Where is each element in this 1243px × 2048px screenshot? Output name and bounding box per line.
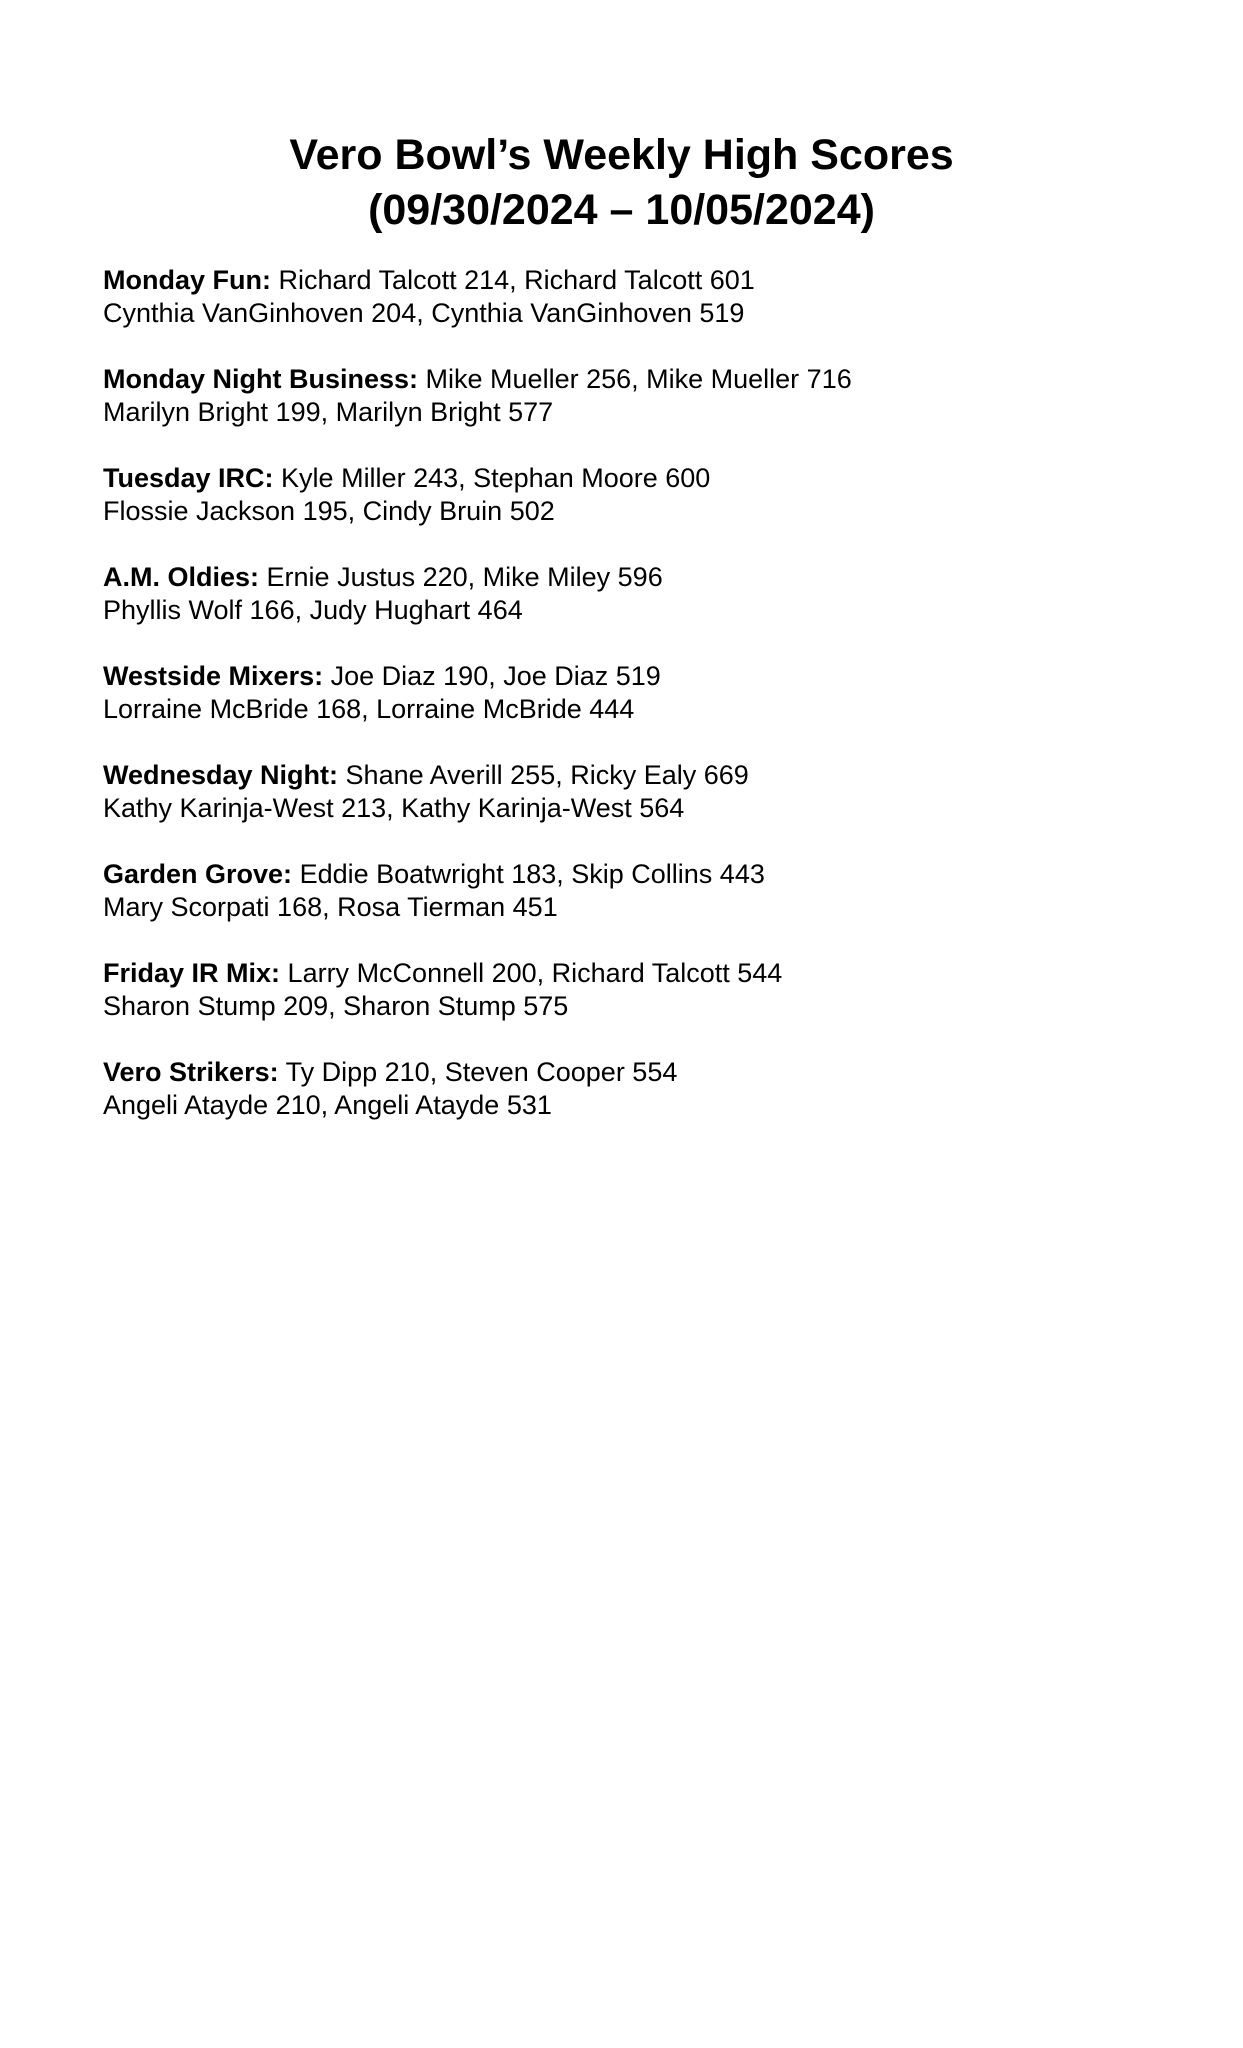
league-entry: [103, 561, 1203, 627]
league-name: Westside Mixers:: [103, 661, 324, 691]
league-name: Monday Fun:: [103, 265, 271, 295]
league-list: [103, 264, 1203, 1155]
league-entry: [103, 858, 1203, 924]
league-entry: [103, 462, 1203, 528]
league-entry: [103, 957, 1203, 1023]
league-name: Vero Strikers:: [103, 1057, 279, 1087]
league-top-scores: Ty Dipp 210, Steven Cooper 554: [285, 1057, 678, 1087]
league-first-line: [103, 660, 1203, 693]
league-second-line: Angeli Atayde 210, Angeli Atayde 531: [103, 1090, 552, 1120]
league-second-line: Sharon Stump 209, Sharon Stump 575: [103, 991, 569, 1021]
league-name: A.M. Oldies:: [103, 562, 260, 592]
league-entry: [103, 363, 1203, 429]
league-second-line: Cynthia VanGinhoven 204, Cynthia VanGinhoven 519: [103, 298, 745, 328]
league-second-line: Marilyn Bright 199, Marilyn Bright 577: [103, 397, 554, 427]
league-second-line: Lorraine McBride 168, Lorraine McBride 444: [103, 694, 635, 724]
league-name: Garden Grove:: [103, 859, 293, 889]
league-name: Wednesday Night:: [103, 760, 339, 790]
league-name: Monday Night Business:: [103, 364, 419, 394]
league-first-line: [103, 561, 1203, 594]
league-top-scores: Kyle Miller 243, Stephan Moore 600: [281, 463, 711, 493]
league-top-scores: Eddie Boatwright 183, Skip Collins 443: [299, 859, 765, 889]
league-first-line: [103, 363, 1203, 396]
league-top-scores: Shane Averill 255, Ricky Ealy 669: [345, 760, 749, 790]
league-name: Friday IR Mix:: [103, 958, 281, 988]
title-line-1: Vero Bowl’s Weekly High Scores: [289, 131, 954, 179]
league-top-scores: Larry McConnell 200, Richard Talcott 544: [287, 958, 783, 988]
title-line-2-date-range: (09/30/2024 – 10/05/2024): [368, 186, 875, 234]
league-second-line: Flossie Jackson 195, Cindy Bruin 502: [103, 496, 555, 526]
league-first-line: [103, 858, 1203, 891]
league-top-scores: Ernie Justus 220, Mike Miley 596: [266, 562, 663, 592]
league-top-scores: Richard Talcott 214, Richard Talcott 601: [278, 265, 755, 295]
league-entry: [103, 660, 1203, 726]
page-title: [0, 128, 1243, 238]
league-entry: [103, 264, 1203, 330]
league-first-line: [103, 759, 1203, 792]
league-entry: [103, 1056, 1203, 1122]
league-entry: [103, 759, 1203, 825]
league-name: Tuesday IRC:: [103, 463, 274, 493]
league-top-scores: Mike Mueller 256, Mike Mueller 716: [425, 364, 852, 394]
league-first-line: [103, 1056, 1203, 1089]
league-first-line: [103, 462, 1203, 495]
league-first-line: [103, 957, 1203, 990]
league-second-line: Phyllis Wolf 166, Judy Hughart 464: [103, 595, 523, 625]
league-second-line: Mary Scorpati 168, Rosa Tierman 451: [103, 892, 558, 922]
league-first-line: [103, 264, 1203, 297]
league-top-scores: Joe Diaz 190, Joe Diaz 519: [330, 661, 661, 691]
league-second-line: Kathy Karinja-West 213, Kathy Karinja-West 564: [103, 793, 685, 823]
